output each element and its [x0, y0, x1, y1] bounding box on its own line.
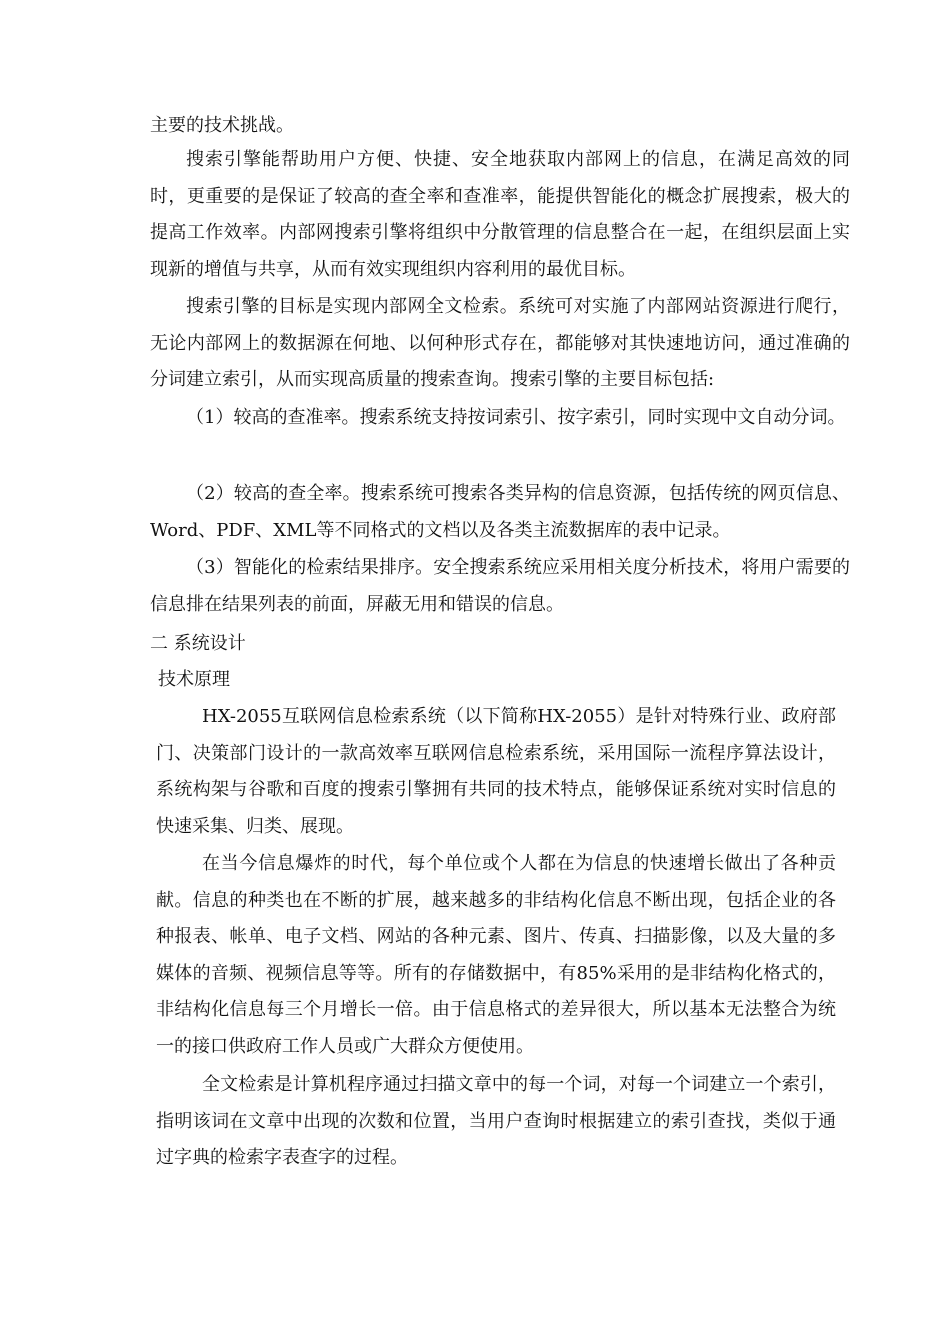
paragraph-continuation: 主要的技术挑战。 [150, 115, 294, 136]
list-item-recall: （2）较高的查全率。搜索系统可搜索各类异构的信息资源，包括传统的网页信息、Word、PDF、XML等不同格式的文档以及各类主流数据库的表中记录。 [150, 483, 850, 541]
subsection-heading-technical-principle: 技术原理 [158, 669, 230, 690]
paragraph-hx2055-intro: HX-2055互联网信息检索系统（以下简称HX-2055）是针对特殊行业、政府部门、决策部门设计的一款高效率互联网信息检索系统，采用国际一流程序算法设计，系统构架与谷歌和百度的搜索引擎拥有共同的技术特点，能够保证系统对实时信息的快速采集、归类、展现。 [156, 706, 836, 837]
list-item-precision: （1）较高的查准率。搜索系统支持按词索引、按字索引，同时实现中文自动分词。 [186, 407, 846, 428]
paragraph-search-engine-goals: 搜索引擎的目标是实现内部网全文检索。系统可对实施了内部网站资源进行爬行，无论内部网上的数据源在何地、以何种形式存在，都能够对其快速地访问，通过准确的分词建立索引，从而实现高质量的搜索查询。搜索引擎的主要目标包括: [150, 296, 850, 391]
paragraph-search-engine-benefits: 搜索引擎能帮助用户方便、快捷、安全地获取内部网上的信息，在满足高效的同时，更重要的是保证了较高的查全率和查准率，能提供智能化的概念扩展搜索，极大的提高工作效率。内部网搜索引擎将组织中分散管理的信息整合在一起，在组织层面上实现新的增值与共享，从而有效实现组织内容利用的最优目标。 [150, 149, 850, 280]
section-heading-system-design: 二 系统设计 [150, 633, 246, 654]
list-item-ranking: （3）智能化的检索结果排序。安全搜索系统应采用相关度分析技术，将用户需要的信息排在结果列表的前面，屏蔽无用和错误的信息。 [150, 557, 850, 615]
paragraph-full-text-search: 全文检索是计算机程序通过扫描文章中的每一个词，对每一个词建立一个索引，指明该词在文章中出现的次数和位置，当用户查询时根据建立的索引查找，类似于通过字典的检索字表查字的过程。 [156, 1074, 836, 1169]
paragraph-information-explosion: 在当今信息爆炸的时代，每个单位或个人都在为信息的快速增长做出了各种贡献。信息的种类也在不断的扩展，越来越多的非结构化信息不断出现，包括企业的各种报表、帐单、电子文档、网站的各种元素、图片、传真、扫描影像，以及大量的多媒体的音频、视频信息等等。所有的存储数据中，有85%采用的是非结构化格式的，非结构化信息每三个月增长一倍。由于信息格式的差异很大，所以基本无法整合为统一的接口供政府工作人员或广大群众方便使用。 [156, 853, 836, 1057]
